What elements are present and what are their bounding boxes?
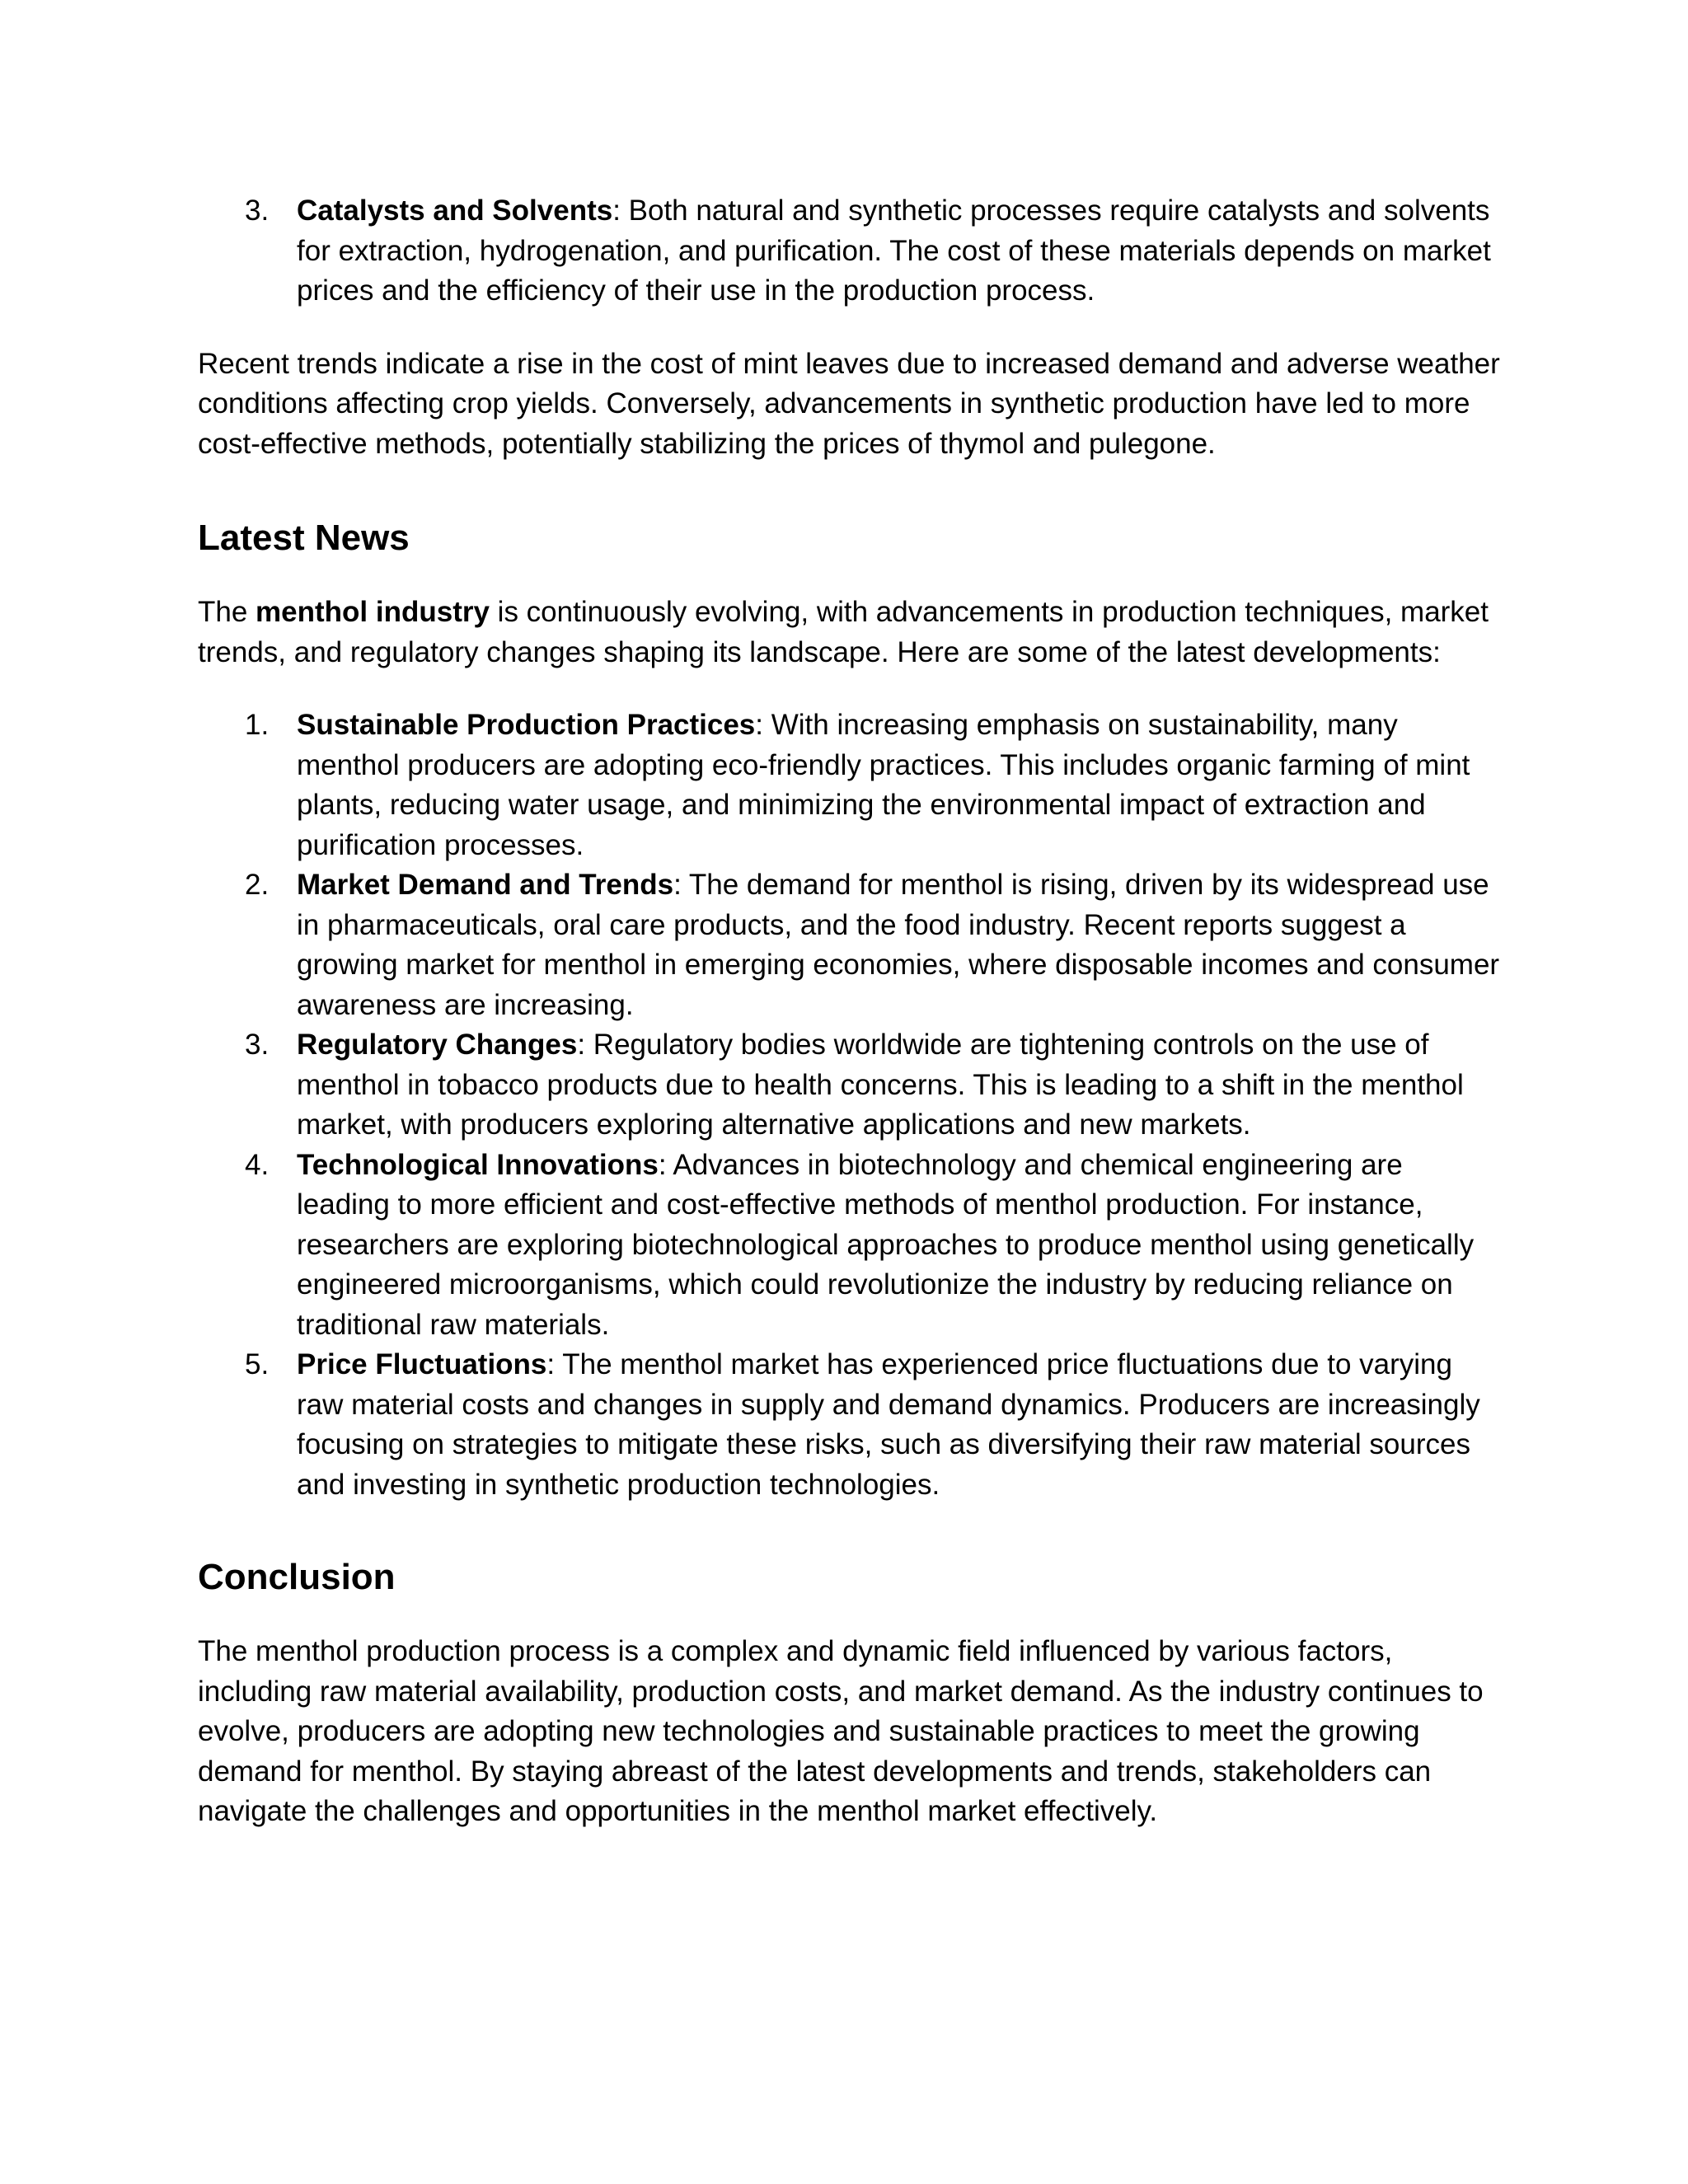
list-item [198,191,1500,312]
list-item [198,865,1500,1025]
list-item-text: : The menthol market has experienced price fluctuations due to varying raw material costs and changes in supply and demand dynamics. Producers are increasingly focusing on strategies to mitigate these risks, such as diversifying their raw material sources and investing in synthetic production technologies. [297,1348,1480,1501]
list-item-term: Price Fluctuations [297,1348,547,1380]
catalysts-list [198,191,1500,312]
conclusion-heading: Conclusion [198,1557,396,1597]
list-item-text: : With increasing emphasis on sustainability, many menthol producers are adopting eco-friendly practices. This includes organic farming of mint plants, reducing water usage, and minimizing the environmental impact of extraction and purification processes. [297,709,1470,861]
list-item-number: 3. [245,194,270,227]
latest-news-list [198,705,1500,1505]
list-item-term: Catalysts and Solvents [297,194,613,227]
list-item-term: Regulatory Changes [297,1029,578,1061]
list-item-text: : Regulatory bodies worldwide are tightening controls on the use of menthol in tobacco products due to health concerns. This is leading to a shift in the menthol market, with producers exploring alternative applications and new markets. [297,1029,1464,1141]
trends-paragraph: Recent trends indicate a rise in the cost of mint leaves due to increased demand and adverse weather conditions affecting crop yields. Conversely, advancements in synthetic production have led to more cost-effective methods, potentially stabilizing the prices of thymol and pulegone. [198,347,1500,460]
document-content [198,191,1500,1832]
list-item-number: 4. [245,1148,270,1181]
list-item-text: : Advances in biotechnology and chemical engineering are leading to more efficient and cost-effective methods of menthol production. For instance, researchers are exploring biotechnological approaches to produce menthol using genetically engineered microorganisms, which could revolutionize the industry by reducing reliance on traditional raw materials. [297,1148,1475,1341]
list-item-number: 5. [245,1348,270,1380]
latest-news-heading: Latest News [198,518,410,558]
intro-text-start: The [198,596,256,628]
list-item [198,1025,1500,1146]
list-item-term: Technological Innovations [297,1148,659,1181]
list-item-number: 1. [245,709,270,741]
intro-bold-term: menthol industry [256,596,490,628]
list-item [198,1146,1500,1346]
conclusion-paragraph: The menthol production process is a complex and dynamic field influenced by various factors, including raw material availability, production costs, and market demand. As the industry continues to evolve, producers are adopting new technologies and sustainable practices to meet the growing demand for menthol. By staying abreast of the latest developments and trends, stakeholders can navigate the challenges and opportunities in the menthol market effectively. [198,1635,1484,1827]
list-item [198,1345,1500,1505]
list-item-term: Market Demand and Trends [297,869,674,901]
list-item [198,705,1500,865]
list-item-text: : The demand for menthol is rising, driven by its widespread use in pharmaceuticals, oral care products, and the food industry. Recent reports suggest a growing market for menthol in emerging economies, where disposable incomes and consumer awareness are increasing. [297,869,1500,1021]
list-item-number: 2. [245,869,270,901]
intro-text-end: is continuously evolving, with advancements in production techniques, market trends, and regulatory changes shaping its landscape. Here are some of the latest developments: [198,596,1489,668]
list-item-term: Sustainable Production Practices [297,709,756,741]
list-item-number: 3. [245,1029,270,1061]
latest-news-intro [198,593,1500,673]
list-item-text: : Both natural and synthetic processes require catalysts and solvents for extraction, hydrogenation, and purification. The cost of these materials depends on market prices and the efficiency of their use in the production process. [297,194,1491,307]
